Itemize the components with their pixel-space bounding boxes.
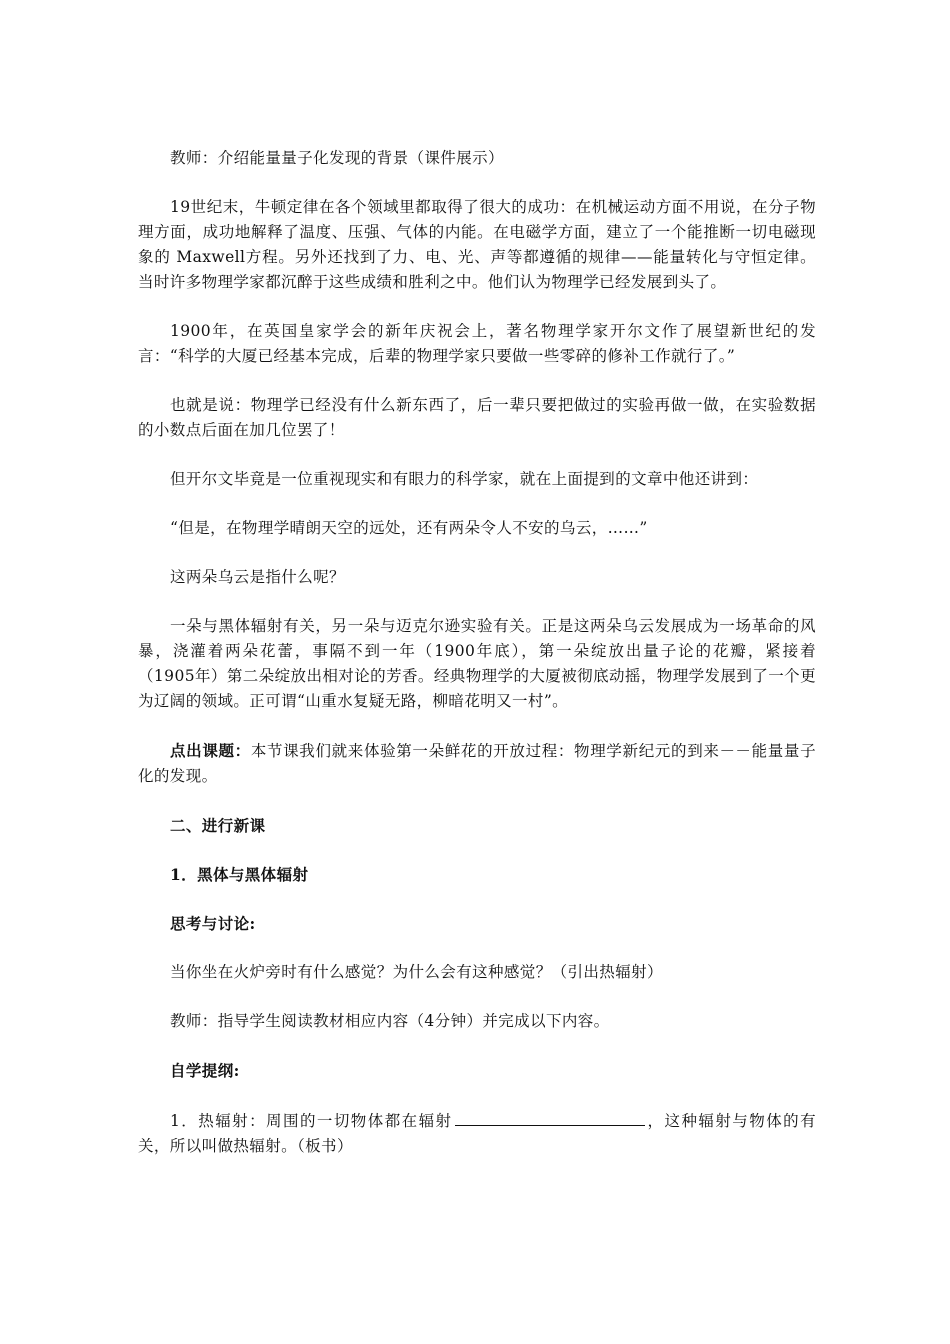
paragraph-kelvin-scientist: 但开尔文毕竟是一位重视现实和有眼力的科学家，就在上面提到的文章中他还讲到： [170,470,759,488]
paragraph-teacher-intro: 教师：介绍能量量子化发现的背景（课件展示） [170,149,504,167]
document-page [138,146,816,1183]
heading-study-outline: 自学提纲: [170,1061,240,1080]
paragraph-question: 这两朵乌云是指什么呢？ [170,568,345,586]
paragraph-that-is: 也就是说：物理学已经没有什么新东西了，后一辈只要把做过的实验再做一做，在实验数据的小数点后面在加几位罢了！ [138,396,816,439]
topic-label: 点出课题： [170,741,251,760]
paragraph-kelvin-speech: 1900年，在英国皇家学会的新年庆祝会上，著名物理学家开尔文作了展望新世纪的发言：“科学的大厦已经基本完成，后辈的物理学家只要做一些零碎的修补工作就行了。” [138,322,816,365]
thermal-radiation-text-a: 1．热辐射：周围的一切物体都在辐射 [170,1112,453,1130]
heading-blackbody: 1．黑体与黑体辐射 [170,865,309,884]
heading-discussion: 思考与讨论: [170,914,256,933]
paragraph-thermal-radiation [138,1107,816,1159]
fill-in-blank [455,1107,645,1126]
heading-new-lesson: 二、进行新课 [170,816,266,835]
paragraph-topic [138,738,816,789]
thermal-radiation-text-b: ，这种辐射与物体的有关，所以叫做热辐射。（板书） [138,1112,816,1155]
paragraph-fireplace: 当你坐在火炉旁时有什么感觉？为什么会有这种感觉？（引出热辐射） [170,963,663,981]
paragraph-reading-guide: 教师：指导学生阅读教材相应内容（4分钟）并完成以下内容。 [170,1012,610,1030]
paragraph-two-clouds-explained: 一朵与黑体辐射有关，另一朵与迈克尔逊实验有关。正是这两朵乌云发展成为一场革命的风暴，浇灌着两朵花蕾，事隔不到一年（1900年底），第一朵绽放出量子论的花瓣，紧接着（1905年）第二朵绽放出相对论的芳香。经典物理学的大厦被彻底动摇，物理学发展到了一个更为辽阔的领域。正可谓“山重水复疑无路，柳暗花明又一村”。 [138,617,816,710]
paragraph-19th-century: 19世纪末，牛顿定律在各个领域里都取得了很大的成功：在机械运动方面不用说，在分子物理方面，成功地解释了温度、压强、气体的内能。在电磁学方面，建立了一个能推断一切电磁现象的 Maxwell方程。另外还找到了力、电、光、声等都遵循的规律——能量转化与守恒定律。当时许多物理学家都沉醉于这些成绩和胜利之中。他们认为物理学已经发展到头了。 [138,198,816,291]
topic-text: 本节课我们就来体验第一朵鲜花的开放过程：物理学新纪元的到来－－能量量子化的发现。 [138,742,816,785]
paragraph-two-clouds-quote: “但是，在物理学晴朗天空的远处，还有两朵令人不安的乌云，……” [170,519,648,537]
